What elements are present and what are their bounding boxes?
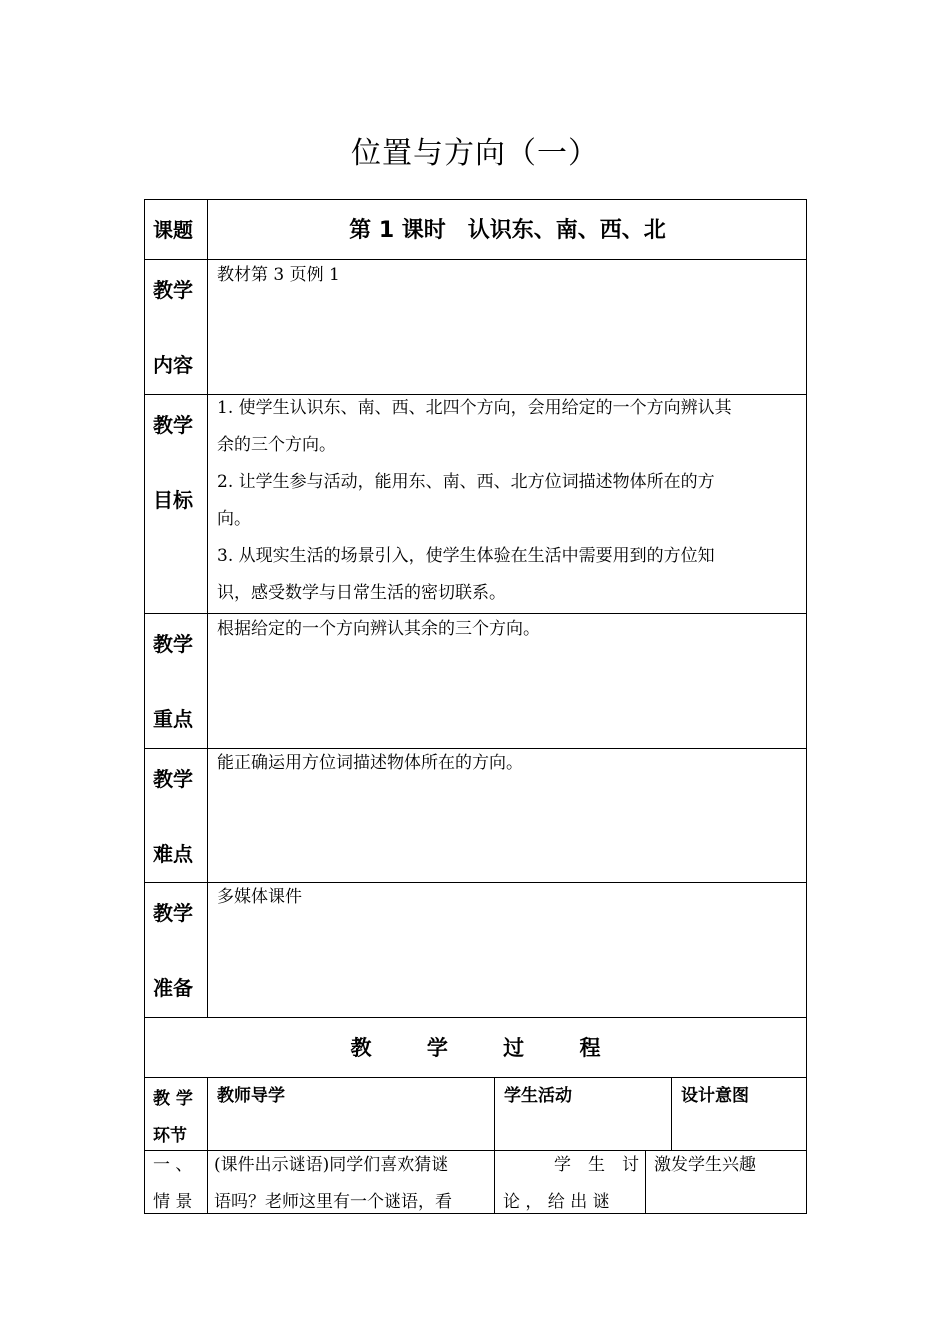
table-border-top <box>144 199 807 200</box>
heading-char: 程 <box>579 1036 601 1060</box>
row-divider <box>144 1077 807 1078</box>
teaching-difficulty-text <box>217 745 801 782</box>
heading-char: 过 <box>503 1036 525 1060</box>
row-label-bottom: 内容 <box>153 353 193 377</box>
text-line: 向。 <box>217 509 251 529</box>
student-cell <box>503 1147 639 1221</box>
process-heading <box>144 1032 807 1062</box>
row-label-bottom: 重点 <box>153 707 193 731</box>
row-label-top: 教学 <box>153 413 193 437</box>
text-line: 教材第 3 页例 1 <box>217 265 340 285</box>
row-label-bottom: 目标 <box>153 488 193 512</box>
row-label-top: 教学 <box>153 632 193 656</box>
row-label-bottom: 难点 <box>153 842 193 866</box>
heading-char: 学 <box>426 1036 448 1060</box>
intent-column-header: 设计意图 <box>681 1086 749 1106</box>
text-line: 激发学生兴趣 <box>654 1155 756 1175</box>
stage-cell <box>153 1147 201 1221</box>
row-label-top: 教学 <box>153 278 193 302</box>
text-line: 3. 从现实生活的场景引入，使学生体验在生活中需要用到的方位知 <box>217 546 715 566</box>
text-line: 学 生 讨 <box>554 1155 639 1175</box>
row-label-bottom: 准备 <box>153 976 193 1000</box>
text-line: 能正确运用方位词描述物体所在的方向。 <box>217 753 523 773</box>
text-line: 一 、 <box>153 1155 193 1175</box>
header-line: 环节 <box>153 1126 187 1146</box>
teaching-focus-text <box>217 611 801 648</box>
text-line: 语吗？老师这里有一个谜语，看 <box>214 1192 452 1212</box>
text-line: 根据给定的一个方向辨认其余的三个方向。 <box>217 619 540 639</box>
text-line: 余的三个方向。 <box>217 435 336 455</box>
teacher-column-header: 教师导学 <box>217 1086 285 1106</box>
text-line: 论 ， 给 出 谜 <box>503 1192 610 1212</box>
text-line: (课件出示谜语)同学们喜欢猜谜 <box>214 1155 449 1175</box>
teacher-cell <box>214 1147 492 1221</box>
text-line: 情 景 <box>153 1192 193 1212</box>
text-line: 多媒体课件 <box>217 887 302 907</box>
teaching-preparation-text <box>217 879 801 916</box>
row-label-top: 教学 <box>153 901 193 925</box>
intent-cell <box>654 1147 802 1184</box>
teaching-goals-text <box>217 390 801 612</box>
text-line: 2. 让学生参与活动，能用东、南、西、北方位词描述物体所在的方 <box>217 472 715 492</box>
text-line: 识，感受数学与日常生活的密切联系。 <box>217 583 506 603</box>
heading-char: 教 <box>350 1036 372 1060</box>
text-line: 1. 使学生认识东、南、西、北四个方向，会用给定的一个方向辨认其 <box>217 398 732 418</box>
row-divider <box>144 1017 807 1018</box>
topic-value: 第 1 课时 认识东、南、西、北 <box>349 218 666 243</box>
document-title: 位置与方向（一） <box>351 136 599 171</box>
teaching-content-text <box>217 257 801 294</box>
row-label-top: 教学 <box>153 767 193 791</box>
label-column-divider <box>207 199 208 1018</box>
teacher-column-divider <box>494 1077 495 1214</box>
header-line: 教 学 <box>153 1089 193 1109</box>
student-column-divider <box>671 1077 672 1151</box>
stage-column-divider <box>207 1077 208 1214</box>
student-column-header: 学生活动 <box>504 1086 572 1106</box>
student-column-divider-lower <box>645 1150 646 1214</box>
stage-column-header <box>153 1081 193 1155</box>
topic-label: 课题 <box>153 218 193 242</box>
